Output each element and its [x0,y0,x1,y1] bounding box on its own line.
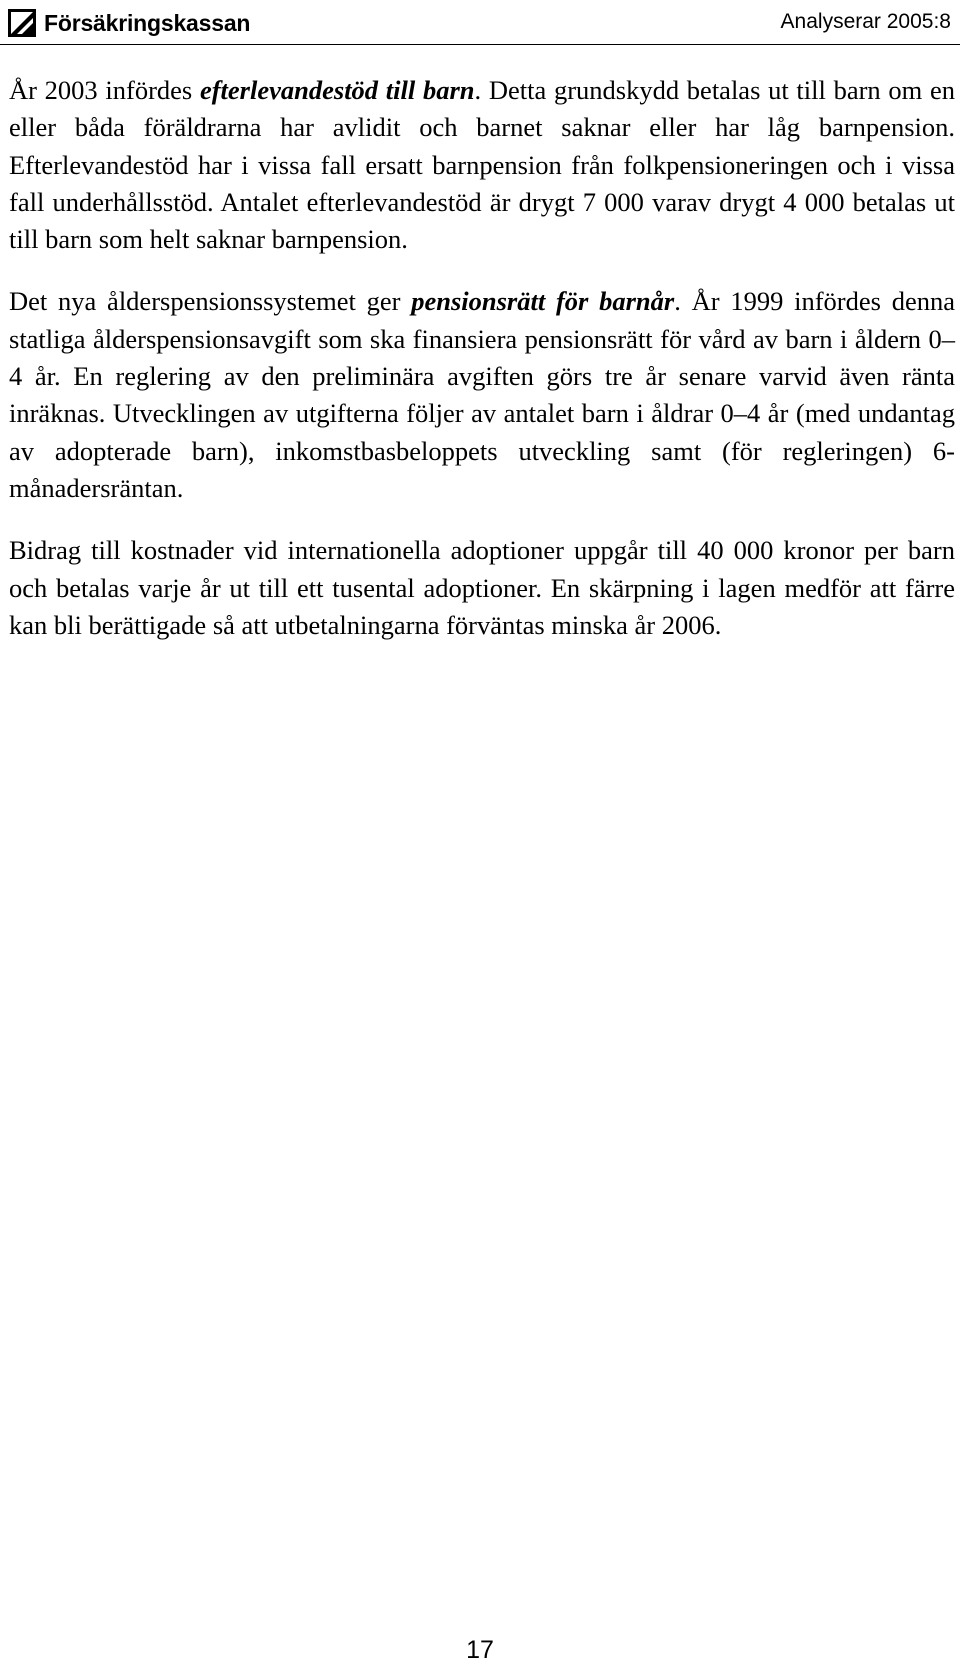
header-divider [0,44,960,45]
document-reference: Analyserar 2005:8 [780,10,951,33]
paragraph-text: År 2003 infördes [9,75,200,105]
paragraph-adoptioner [9,532,955,644]
emphasized-term: pensionsrätt för barnår [411,286,675,317]
logo-text: Försäkringskassan [44,9,251,36]
paragraph-pensionsratt [9,283,955,507]
page-header [0,0,960,44]
page-number: 17 [466,1636,494,1664]
paragraph-text: . År 1999 infördes denna statliga ålderspensionsavgift som ska finansiera pensionsrätt för vård av barn i åldern 0–4 år. En reglering av den preliminära avgiften görs tre år senare varvid även ränta inräknas. Utvecklingen av utgifterna följer av antalet barn i åldrar 0–4 år (med undantag av adopterade barn), inkomstbasbeloppets utveckling samt (för regleringen) 6-månadersräntan. [9,286,955,503]
body-text [9,72,955,669]
forsakringskassan-logo-icon [8,9,36,37]
paragraph-text: Det nya ålderspensionssystemet ger [9,286,412,317]
paragraph-text: . Detta grundskydd betalas ut till barn om en eller båda föräldrarna har avlidit och barnet saknar eller har låg barnpension. Efterlevandestöd har i vissa fall ersatt barnpension från folkpensioneringen och i vissa fall underhållsstöd. Antalet efterlevandestöd är drygt 7 000 varav drygt 4 000 betalas ut till barn som helt saknar barnpension. [9,75,955,255]
logo [8,6,250,40]
paragraph-text: Bidrag till kostnader vid internationella adoptioner uppgår till 40 000 kronor per barn och betalas varje år ut till ett tusental adoptioner. En skärpning i lagen medför att färre kan bli berättigade så att utbetalningarna förväntas minska år 2006. [9,535,955,640]
paragraph-efterlevandestod [9,72,955,258]
emphasized-term: efterlevandestöd till barn [199,75,475,105]
